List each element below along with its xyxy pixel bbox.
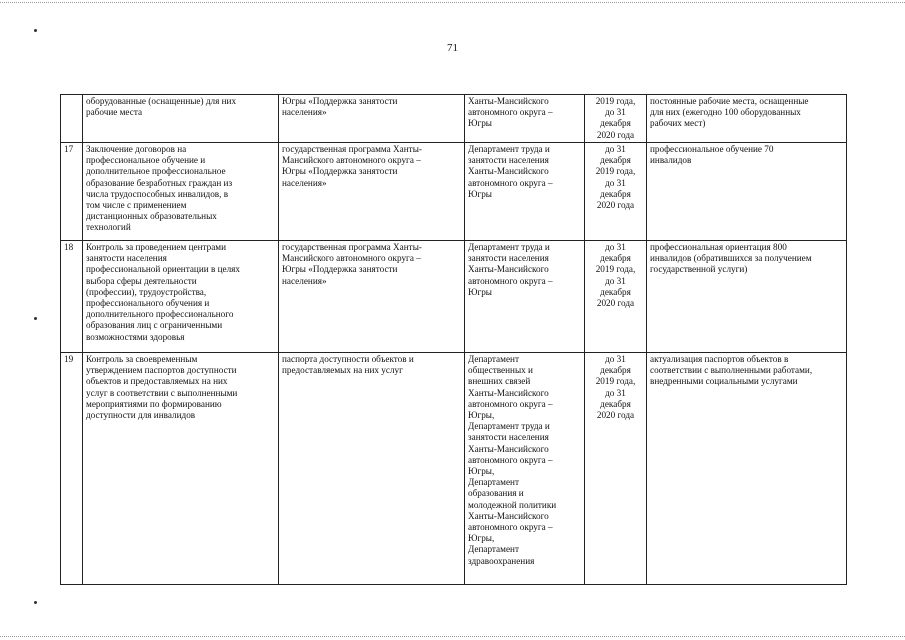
scan-edge-bottom	[0, 636, 905, 637]
result-cell: профессиональное обучение 70 инвалидов	[647, 143, 847, 241]
measure-cell: Контроль за своевременным утверждением паспортов доступности объектов и предоставляемых на них услуг в соответствии с выполненными мероприятиями по формированию доступности для инвалидов	[83, 353, 279, 585]
result-cell: постоянные рабочие места, оснащенные для них (ежегодно 100 оборудованных рабочих мест)	[647, 95, 847, 143]
basis-cell: государственная программа Ханты- Мансийского автономного округа – Югры «Поддержка занятости населения»	[279, 143, 465, 241]
term-cell: до 31 декабря 2019 года, до 31 декабря 2020 года	[585, 353, 647, 585]
basis-cell: паспорта доступности объектов и предоставляемых на них услуг	[279, 353, 465, 585]
table-row	[61, 241, 847, 353]
measure-cell: оборудованные (оснащенные) для них рабочие места	[83, 95, 279, 143]
row-number: 19	[61, 353, 83, 585]
term-cell: до 31 декабря 2019 года, до 31 декабря 2020 года	[585, 143, 647, 241]
term-cell: 2019 года, до 31 декабря 2020 года	[585, 95, 647, 143]
row-number: 18	[61, 241, 83, 353]
row-number: 17	[61, 143, 83, 241]
table-row	[61, 353, 847, 585]
executor-cell: Департамент общественных и внешних связей Ханты-Мансийского автономного округа – Югры, Департамент труда и занятости населения Ханты-Мансийского автономного округа – Югры, Департамент образования и молодежной политики Ханты-Мансийского автономного округа – Югры, Департамент здравоохранения	[465, 353, 585, 585]
measure-cell: Заключение договоров на профессиональное обучение и дополнительное профессиональное образование безработных граждан из числа трудоспособных инвалидов, в том числе с применением дистанционных образовательных технологий	[83, 143, 279, 241]
row-number	[61, 95, 83, 143]
measures-table	[60, 94, 847, 585]
basis-cell: Югры «Поддержка занятости населения»	[279, 95, 465, 143]
scan-edge-top	[0, 2, 905, 3]
margin-mark	[34, 29, 37, 32]
executor-cell: Департамент труда и занятости населения Ханты-Мансийского автономного округа – Югры	[465, 143, 585, 241]
executor-cell: Ханты-Мансийского автономного округа – Югры	[465, 95, 585, 143]
margin-mark	[34, 601, 37, 604]
executor-cell: Департамент труда и занятости населения Ханты-Мансийского автономного округа – Югры	[465, 241, 585, 353]
result-cell: профессиональная ориентация 800 инвалидов (обратившихся за получением государственной услуги)	[647, 241, 847, 353]
table-row	[61, 143, 847, 241]
table-row	[61, 95, 847, 143]
result-cell: актуализация паспортов объектов в соответствии с выполненными работами, внедренными социальными услугами	[647, 353, 847, 585]
basis-cell: государственная программа Ханты- Мансийского автономного округа – Югры «Поддержка занятости населения»	[279, 241, 465, 353]
measure-cell: Контроль за проведением центрами занятости населения профессиональной ориентации в целях выбора сферы деятельности (профессии), трудоустройства, профессионального обучения и дополнительного профессионального образования лиц с ограниченными возможностями здоровья	[83, 241, 279, 353]
margin-mark	[34, 317, 37, 320]
page-number: 71	[447, 42, 458, 54]
term-cell: до 31 декабря 2019 года, до 31 декабря 2020 года	[585, 241, 647, 353]
